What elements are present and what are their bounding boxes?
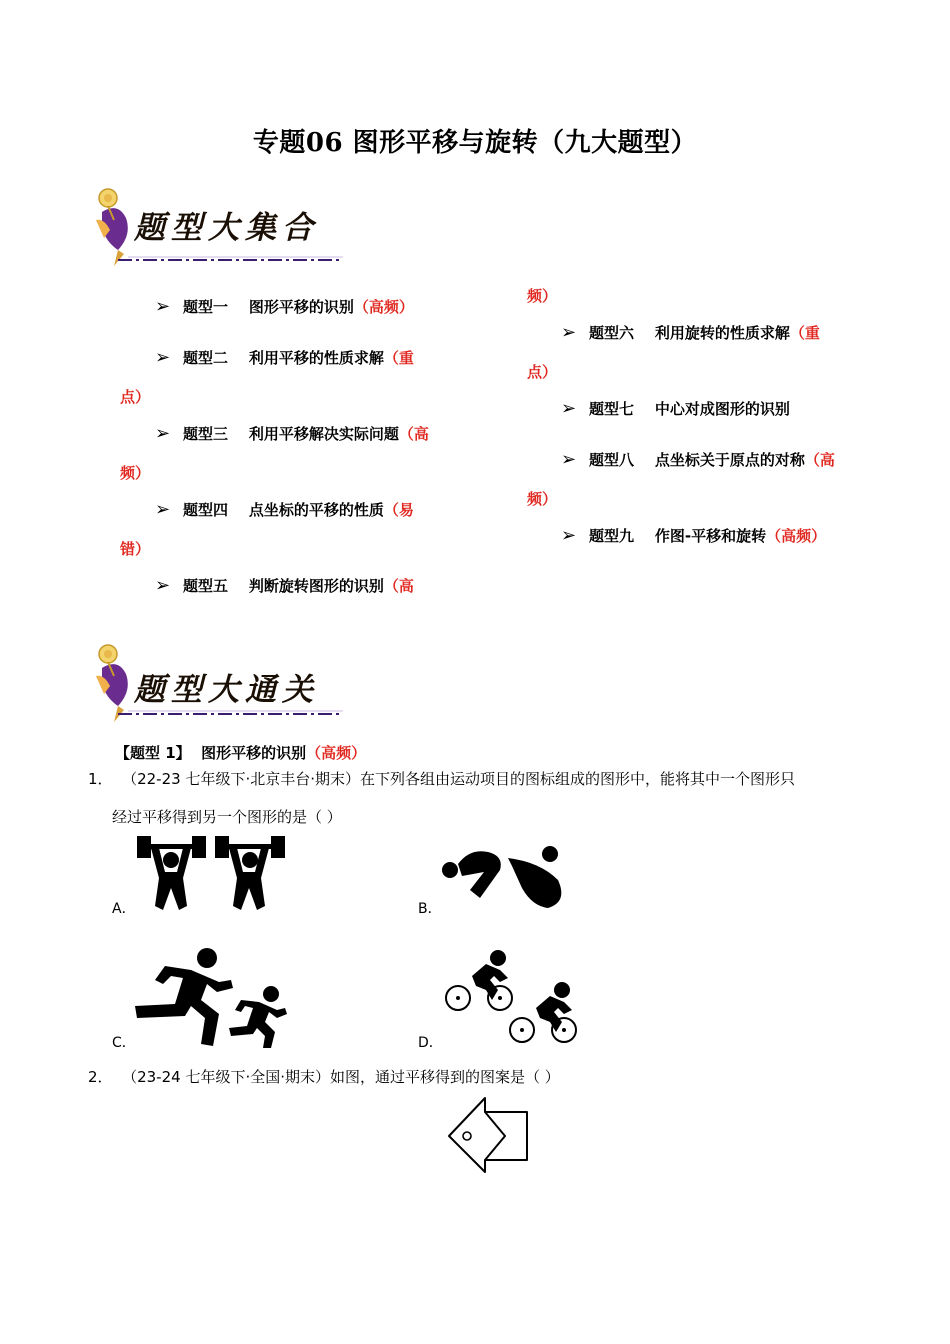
toc-item-4[interactable]	[155, 499, 414, 520]
toc-wrap: 频）	[527, 490, 558, 508]
toc-wrap: 频）	[527, 287, 558, 305]
toc-item-5[interactable]	[155, 575, 414, 596]
page-title: 专题06 图形平移与旋转（九大题型）	[252, 128, 698, 158]
question-text: （22-23 七年级下·北京丰台·期末）在下列各组由运动项目的图标组成的图形中，能将其中一个图形只	[122, 770, 795, 788]
toc-name: 利用旋转的性质求解	[654, 324, 790, 342]
arrow-bullet-icon: ➢	[155, 296, 171, 317]
weightlifter-pair-icon[interactable]	[137, 836, 287, 914]
banner-title: 题型大集合	[134, 210, 319, 246]
arrow-bullet-icon: ➢	[155, 499, 171, 520]
toc-wrap: 点）	[527, 363, 558, 381]
toc-wrap: 点）	[120, 388, 151, 406]
option-c-label[interactable]: C．	[112, 1035, 136, 1051]
toc-item-6[interactable]	[561, 322, 820, 343]
toc-num: 题型一	[183, 298, 229, 316]
section-tag: （高频）	[306, 744, 367, 762]
toc-num: 题型三	[183, 425, 229, 443]
section-name: 图形平移的识别	[201, 744, 307, 762]
question-number: 2．	[88, 1068, 113, 1086]
toc-item-9[interactable]	[561, 525, 826, 546]
arrow-bullet-icon: ➢	[155, 423, 171, 444]
toc-tag: （重	[383, 349, 414, 367]
toc-tag: （高频）	[766, 527, 827, 545]
question-2-line1	[88, 1066, 560, 1087]
toc-tag: （高频）	[353, 298, 414, 316]
toc-name: 利用平移解决实际问题	[248, 425, 399, 443]
toc-tag: （高	[383, 577, 414, 595]
arrow-bullet-icon: ➢	[561, 398, 577, 419]
toc-num: 题型六	[589, 324, 635, 342]
toc-tag: （易	[383, 501, 414, 519]
question-1-line1	[88, 768, 795, 789]
option-b-label[interactable]: B．	[418, 901, 442, 917]
toc-name: 利用平移的性质求解	[248, 349, 384, 367]
toc-item-7[interactable]	[561, 398, 790, 419]
toc-name: 作图-平移和旋转	[654, 527, 767, 545]
toc-wrap: 错）	[120, 540, 151, 558]
toc-num: 题型八	[589, 451, 635, 469]
toc-name: 判断旋转图形的识别	[248, 577, 384, 595]
toc-num: 题型五	[183, 577, 229, 595]
option-d-label[interactable]: D．	[418, 1035, 443, 1051]
toc-num: 题型七	[589, 400, 635, 418]
toc-name: 点坐标的平移的性质	[248, 501, 384, 519]
section-label: 【题型 1】	[115, 744, 191, 762]
toc-wrap: 频）	[120, 464, 151, 482]
toc-item-1[interactable]	[155, 296, 414, 317]
runner-pair-icon[interactable]	[135, 944, 295, 1048]
arrow-bullet-icon: ➢	[155, 347, 171, 368]
section-banner-collection	[88, 180, 348, 270]
toc-name: 点坐标关于原点的对称	[654, 451, 805, 469]
toc-num: 题型九	[589, 527, 635, 545]
fish-arrow-figure	[445, 1096, 531, 1174]
toc-tag: （重	[789, 324, 820, 342]
section-heading	[115, 742, 366, 763]
question-1-line2: 经过平移得到另一个图形的是（ ）	[112, 808, 342, 826]
arrow-bullet-icon: ➢	[561, 525, 577, 546]
cyclist-pair-icon[interactable]	[442, 948, 580, 1048]
arrow-bullet-icon: ➢	[561, 449, 577, 470]
toc-name: 图形平移的识别	[248, 298, 354, 316]
question-text: （23-24 七年级下·全国·期末）如图，通过平移得到的图案是（ ）	[122, 1068, 560, 1086]
toc-tag: （高	[398, 425, 429, 443]
toc-tag: （高	[804, 451, 835, 469]
toc-item-8[interactable]	[561, 449, 835, 470]
toc-num: 题型二	[183, 349, 229, 367]
toc-item-2[interactable]	[155, 347, 414, 368]
toc-name: 中心对成图形的识别	[654, 400, 790, 418]
option-a-label[interactable]: A．	[112, 901, 136, 917]
section-banner-practice	[88, 636, 348, 726]
question-number: 1．	[88, 770, 113, 788]
curled-figure-pair-icon[interactable]	[440, 846, 572, 912]
toc-num: 题型四	[183, 501, 229, 519]
arrow-bullet-icon: ➢	[561, 322, 577, 343]
arrow-bullet-icon: ➢	[155, 575, 171, 596]
toc-item-3[interactable]	[155, 423, 429, 444]
banner-title: 题型大通关	[134, 672, 319, 708]
